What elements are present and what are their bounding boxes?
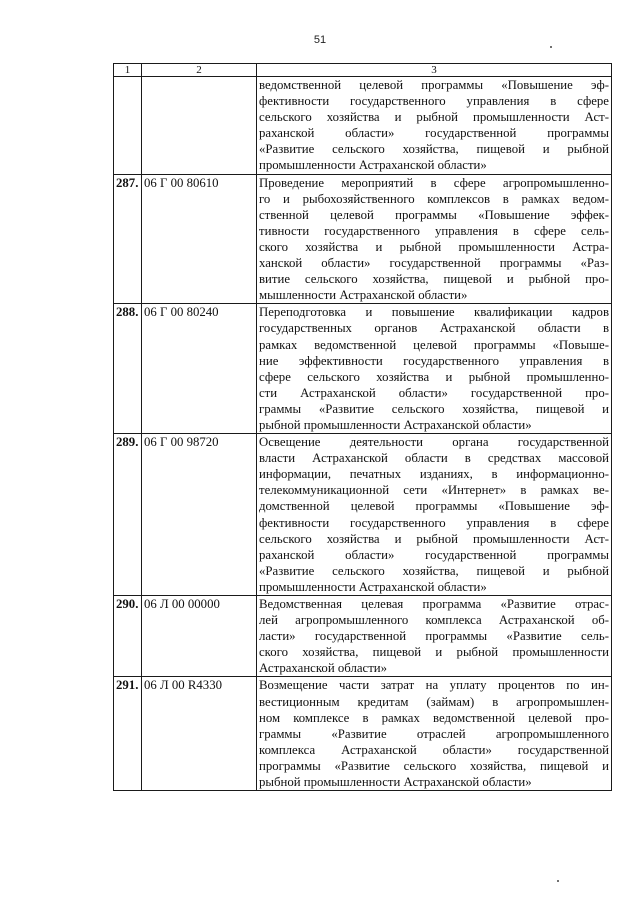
description-line: власти Астраханской области в средствах массовой [259,451,609,466]
description-line: программы «Развитие сельского хозяйства, пищевой и [259,758,609,773]
description-line: ственной целевой программы «Повышение эффек- [259,207,609,222]
classification-code: 06 Г 00 98720 [142,434,257,596]
description-line: ласти» государственной программы «Развитие сель- [259,629,609,644]
row-number: 289. [114,434,142,596]
table-row [114,596,612,677]
row-number: 287. [114,174,142,304]
scan-speck [557,880,559,882]
description-line: сельского хозяйства и рыбной промышленности Аст- [259,110,609,125]
description-line: сфере сельского хозяйства и рыбной промышленно- [259,369,609,384]
classification-code: 06 Г 00 80610 [142,174,257,304]
description-line: «Развитие сельского хозяйства, пищевой и рыбной [259,142,609,157]
description-line: промышленности Астраханской области» [259,579,487,594]
description-line: раханской области» государственной программы [259,126,609,141]
description-line: государственных органов Астраханской области в [259,321,609,336]
classification-code [142,77,257,175]
description-line: «Развитие сельского хозяйства, пищевой и рыбной [259,563,609,578]
column-header-2: 2 [142,64,257,77]
description-cell [257,304,612,434]
description-line: раханской области» государственной программы [259,547,609,562]
description-line: рыбной промышленности Астраханской области» [259,775,532,790]
description-line: тивности государственного управления в сфере сель- [259,223,609,238]
table-header-row [114,64,612,77]
description-cell [257,434,612,596]
description-line: лей агропромышленного комплекса Астраханской об- [259,613,609,628]
description-line: мышленности Астраханской области» [259,288,468,303]
description-line: Возмещение части затрат на уплату процентов по ин- [259,678,609,693]
description-line: витие сельского хозяйства, пищевой и рыбной про- [259,272,609,287]
description-line: домственной целевой программы «Повышение эф- [259,499,609,514]
row-number [114,77,142,175]
description-line: ведомственной целевой программы «Повышение эф- [259,78,609,92]
classification-code: 06 Л 00 R4330 [142,677,257,791]
row-number: 291. [114,677,142,791]
table-row [114,304,612,434]
description-line: рамках ведомственной целевой программы «Повыше- [259,337,609,352]
column-header-1: 1 [114,64,142,77]
description-line: информации, печатных изданиях, в информационно- [259,467,609,482]
description-line: комплекса Астраханской области» государственной [259,742,609,757]
page-number: 51 [313,34,327,46]
table-row [114,77,612,175]
classification-code: 06 Г 00 80240 [142,304,257,434]
description-line: промышленности Астраханской области» [259,158,487,173]
description-cell [257,596,612,677]
description-line: ханской области» государственной программы «Раз- [259,256,609,271]
description-line: ном комплексе в рамках ведомственной целевой про- [259,710,609,725]
description-line: Освещение деятельности органа государственной [259,435,609,450]
description-cell [257,174,612,304]
description-cell [257,77,612,175]
description-line: фективности государственного управления в сфере [259,94,609,109]
description-cell [257,677,612,791]
description-line: телекоммуникационной сети «Интернет» в рамках ве- [259,483,609,498]
row-number: 290. [114,596,142,677]
table-row [114,677,612,791]
budget-classification-table [113,63,612,791]
description-line: ского хозяйства, пищевой и рыбной промышленности [259,645,609,660]
table-row [114,434,612,596]
description-line: го и рыбохозяйственного комплексов в рамках ведом- [259,191,609,206]
description-line: Ведомственная целевая программа «Развитие отрас- [259,597,609,611]
description-line: граммы «Развитие сельского хозяйства, пищевой и [259,401,609,416]
description-line: Переподготовка и повышение квалификации кадров [259,305,609,320]
description-line: фективности государственного управления в сфере [259,515,609,530]
row-number: 288. [114,304,142,434]
description-line: сельского хозяйства и рыбной промышленности Аст- [259,531,609,546]
description-line: вестиционным кредитам (займам) в агропромышлен- [259,694,609,709]
classification-code: 06 Л 00 00000 [142,596,257,677]
description-line: ние эффективности государственного управления в [259,353,609,368]
description-line: ского хозяйства и рыбной промышленности Астра- [259,239,609,254]
scan-speck [550,46,552,48]
description-line: Проведение мероприятий в сфере агропромышленно- [259,175,609,190]
description-line: рыбной промышленности Астраханской области» [259,417,532,432]
description-line: Астраханской области» [259,661,388,676]
description-line: сти Астраханской области» государственной про- [259,385,609,400]
description-line: граммы «Развитие отраслей агропромышленного [259,726,609,741]
column-header-3: 3 [257,64,612,77]
table-row [114,174,612,304]
